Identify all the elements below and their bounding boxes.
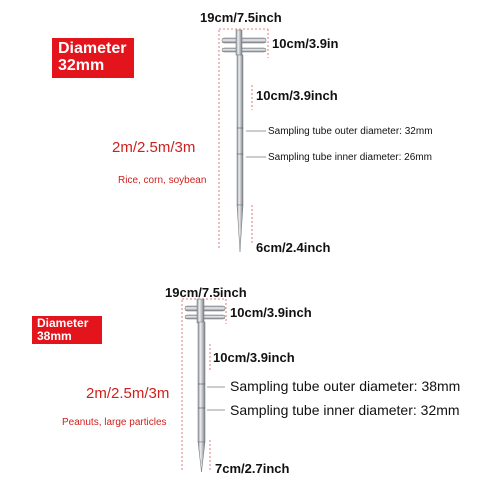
bottom-outer-diameter: Sampling tube outer diameter: 38mm bbox=[230, 378, 461, 394]
top-probe bbox=[219, 29, 268, 252]
top-inner-diameter: Sampling tube inner diameter: 26mm bbox=[268, 152, 432, 163]
bottom-diameter-value: 38mm bbox=[37, 328, 72, 343]
top-shaft bbox=[237, 55, 243, 205]
bottom-length: 2m/2.5m/3m bbox=[86, 385, 170, 402]
bottom-handle-height: 10cm/3.9inch bbox=[230, 305, 312, 320]
top-handle-stem bbox=[236, 30, 242, 55]
top-handle-height: 10cm/3.9in bbox=[272, 36, 339, 51]
bottom-shaft bbox=[198, 322, 205, 442]
top-diameter-label: Diameter bbox=[58, 40, 127, 57]
top-mid-segment: 10cm/3.9inch bbox=[256, 88, 338, 103]
top-tip bbox=[237, 205, 243, 252]
bottom-handle-stem bbox=[197, 299, 204, 323]
top-diameter-value: 32mm bbox=[58, 56, 105, 74]
bottom-handle-bar bbox=[185, 306, 225, 311]
top-handle-bar-lower bbox=[222, 48, 266, 52]
top-handle-width: 19cm/7.5inch bbox=[200, 10, 282, 25]
bottom-tip bbox=[198, 442, 205, 472]
bottom-inner-diameter: Sampling tube inner diameter: 32mm bbox=[230, 402, 460, 418]
top-diameter-badge bbox=[52, 38, 134, 78]
top-length: 2m/2.5m/3m bbox=[112, 139, 196, 156]
bottom-diameter-label: Diameter bbox=[37, 316, 89, 330]
bottom-use: Peanuts, large particles bbox=[62, 417, 167, 428]
bottom-handle-width: 19cm/7.5inch bbox=[165, 285, 247, 300]
bottom-diameter-badge bbox=[32, 316, 102, 344]
bottom-tip-length: 7cm/2.7inch bbox=[215, 461, 290, 476]
bottom-handle-bar-lower bbox=[185, 315, 225, 319]
top-outer-diameter: Sampling tube outer diameter: 32mm bbox=[268, 126, 433, 137]
bottom-probe bbox=[182, 299, 226, 472]
top-handle-bar bbox=[222, 38, 266, 43]
bottom-mid-segment: 10cm/3.9inch bbox=[213, 350, 295, 365]
top-use: Rice, corn, soybean bbox=[118, 175, 207, 186]
top-tip-length: 6cm/2.4inch bbox=[256, 240, 331, 255]
